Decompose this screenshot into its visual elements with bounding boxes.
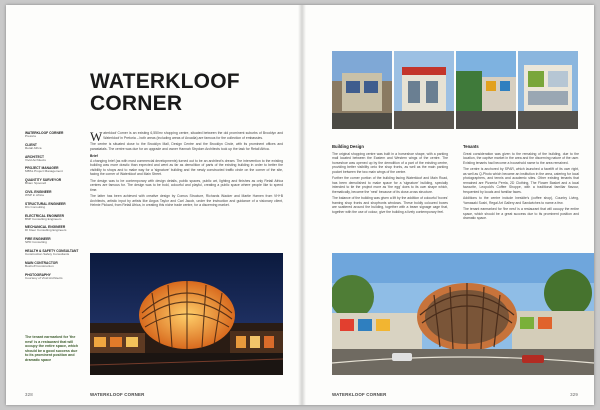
credit-role: MECHANICAL ENGINEER xyxy=(25,225,66,230)
credit-name: MBSL Project Management xyxy=(25,169,63,174)
subheading-building-design: Building Design xyxy=(332,144,364,149)
drop-cap: W xyxy=(90,129,103,144)
running-title-left: WATERKLOOF CORNER xyxy=(90,392,145,397)
night-photo-illustration xyxy=(90,253,283,375)
credit-name: Retail Africa xyxy=(25,145,42,150)
credit-name: BNP Consulting Engineers xyxy=(25,216,62,221)
daytime-building-photo xyxy=(332,253,594,375)
credit-item xyxy=(25,273,87,281)
article-body xyxy=(90,131,283,210)
right-page xyxy=(306,5,594,405)
credit-name: DI Kleer Consulting Engineers xyxy=(25,228,67,233)
paragraph: The latter has been achieved with creative design by Comus Structure, Richards Wacker and Martie Harnen from VH+B Architects, artistic input by artists like Angus Taylor and Carl Jacob, under the instruction and guidance of a visionary client, Helmie Pickard, from Retail Africa, in creating this niche trade centre, for a discerning market. xyxy=(90,194,283,207)
credit-name: Vivid Architects xyxy=(25,157,46,162)
credit-name: Bham Spoonell xyxy=(25,181,46,186)
night-building-photo xyxy=(90,253,283,375)
credit-name: Construction Safety Consultants xyxy=(25,251,70,256)
paragraph: Great consideration was given to the remaking of the building, due to the location, the captive market in the area and the discerning nature of the user. Existing tenants had become a household name to the area remained. xyxy=(463,151,579,165)
thumbnail-photo xyxy=(456,51,516,129)
column-building-design xyxy=(332,145,448,216)
credit-name: WSP in Africa xyxy=(25,192,44,197)
intro-text: aterkloof Corner is an existing 6,550m² shopping centre, situated between the old prominent suburbs of Brooklyn and Waterkloof in Pretoria – both areas (including areas of Arcadia) are famous for the collection of embassies. xyxy=(103,131,283,140)
thumbnail-photo xyxy=(394,51,454,129)
credit-item xyxy=(25,131,87,139)
page-number-right: 329 xyxy=(570,392,578,397)
intro-paragraph xyxy=(90,129,283,144)
credit-role: PHOTOGRAPHY xyxy=(25,272,51,277)
credit-role: FIRE ENGINEER xyxy=(25,237,51,242)
credit-name: Pretoria xyxy=(25,134,36,138)
title-line-1: WATERKLOOF xyxy=(90,70,240,93)
thumbnail-strip xyxy=(332,51,579,129)
paragraph: The centre is anchored by SPAR, which launched a facelift of its own right, as well as Q-Photo which became an institution in the area, catering for local photographers, and tennis and academic sites. Other existing tenants that remained are Pizzeria Perrla, 2D Clothing, The Flower Basket and a local favourite, Leopold's Coffee Shoppe, with a traditional familiar flavour, frequented by locals and familiar faces. xyxy=(463,167,579,194)
left-page xyxy=(6,5,298,405)
credit-item xyxy=(25,261,87,269)
credit-item xyxy=(25,214,87,222)
page-number-left: 328 xyxy=(25,392,33,397)
credit-role: PROJECT MANAGER xyxy=(25,166,59,171)
title-line-2: CORNER xyxy=(90,92,183,115)
paragraph: Further the corner portion of the building facing Waterkloof and Main Road, has been demolished to make space for a 'signature' building, specially intended to tie the project more as 'the egg' does to its own shape which, thematically, became the 'nest' because of its close-cross structure. xyxy=(332,176,448,194)
credit-item xyxy=(25,143,87,151)
project-credits xyxy=(25,131,87,284)
credit-role: CIVIL ENGINEER xyxy=(25,189,52,194)
page-gutter xyxy=(298,5,306,405)
paragraph: The tenant earmarked for 'the nest' is a restaurant that will occupy the entire space, which should be a great success due to its prominent position and dramatic space. xyxy=(463,207,579,220)
credit-role: HEALTH & SAFETY CONSULTANT xyxy=(25,248,79,253)
credit-role: QUANTITY SURVEYOR xyxy=(25,178,62,183)
credit-role: ELECTRICAL ENGINEER xyxy=(25,213,64,218)
credit-item xyxy=(25,225,87,233)
paragraph: A changing brief (as with most commercial developments) turned out to be an architect's dream. The intervention to the existing building was more drastic than expected and went as far as demolition of parts of the existing building in order to better the visibility to shops and to make way for a 'signature' building and the newly constructed traffic circle on the corner of the site, facing the corner of Waterkloof and Main Street. xyxy=(90,158,283,176)
credit-item xyxy=(25,237,87,245)
paragraph: The design was to be contemporary with design details, public spaces, public art, lighting and finishes as only Retail Africa centres are famous for. The design was to be bold, colourful and playful, creating a public space where people like to spend time. xyxy=(90,178,283,192)
paragraph: The original shopping centre was built in a horseshoe shape, with a parking mall located between the Eastern and Western wings of the centre. The horseshoe was opened up by the demolition of a part of the existing centre, providing better visibility onto the shop fronts, as well as the main parking pocket between the two main wings of the centre. xyxy=(332,151,448,174)
credit-item xyxy=(25,155,87,163)
magazine-spread xyxy=(6,5,594,405)
credit-item xyxy=(25,190,87,198)
subheading-tenants: Tenants xyxy=(463,144,479,149)
thumbnail-photo xyxy=(518,51,578,129)
running-title-right: WATERKLOOF CORNER xyxy=(332,392,387,397)
day-photo-illustration xyxy=(332,253,594,375)
column-tenants xyxy=(463,145,579,223)
credit-role: CLIENT xyxy=(25,142,37,147)
photo-caption: The tenant earmarked for 'the nest' is a restaurant that will occupy the entire space, which should be a good success due to its prominent position and dramatic space xyxy=(25,335,79,362)
credit-name: Courtesy of Vivid Architects xyxy=(25,275,63,280)
credit-item xyxy=(25,178,87,186)
paragraph: The balance of the building was given a lift by the addition of colourful 'boxes' framing shop fronts and shopfronts windows. These boldly coloured boxes are scattered around the building, together with a beam signage cage that, together with the use of colour, give the building a lively contemporary feel. xyxy=(332,196,448,214)
credit-role: STRUCTURAL ENGINEER xyxy=(25,201,66,206)
credit-role: ARCHITECT xyxy=(25,154,45,159)
credit-item xyxy=(25,202,87,210)
credit-name: Boshoff Construction xyxy=(25,263,54,268)
credit-name: DG Consulting xyxy=(25,204,46,209)
credit-role: MAIN CONTRACTOR xyxy=(25,260,58,265)
thumbnail-photo xyxy=(332,51,392,129)
credit-item xyxy=(25,249,87,257)
credit-name: SPD Consulting xyxy=(25,240,47,245)
paragraph: Additions to the centre include Ineskite's (coffee shop), Country Living, Yamasaki Sushi, Regal Art Gallery and Sandwiches to name a few. xyxy=(463,196,579,205)
credit-role: WATERKLOOF CORNER xyxy=(25,131,64,135)
paragraph: The centre is situated close to the Brooklyn Mall, Design Centre and the Brooklyn Circle, with its prominent offices and parastatals. The centre was due for an upgrade and owner Hannah Strydom Architects took up the task for Retail Africa. xyxy=(90,142,283,151)
credit-item xyxy=(25,166,87,174)
subheading-brief: Brief xyxy=(90,154,98,158)
page-title xyxy=(90,71,240,115)
